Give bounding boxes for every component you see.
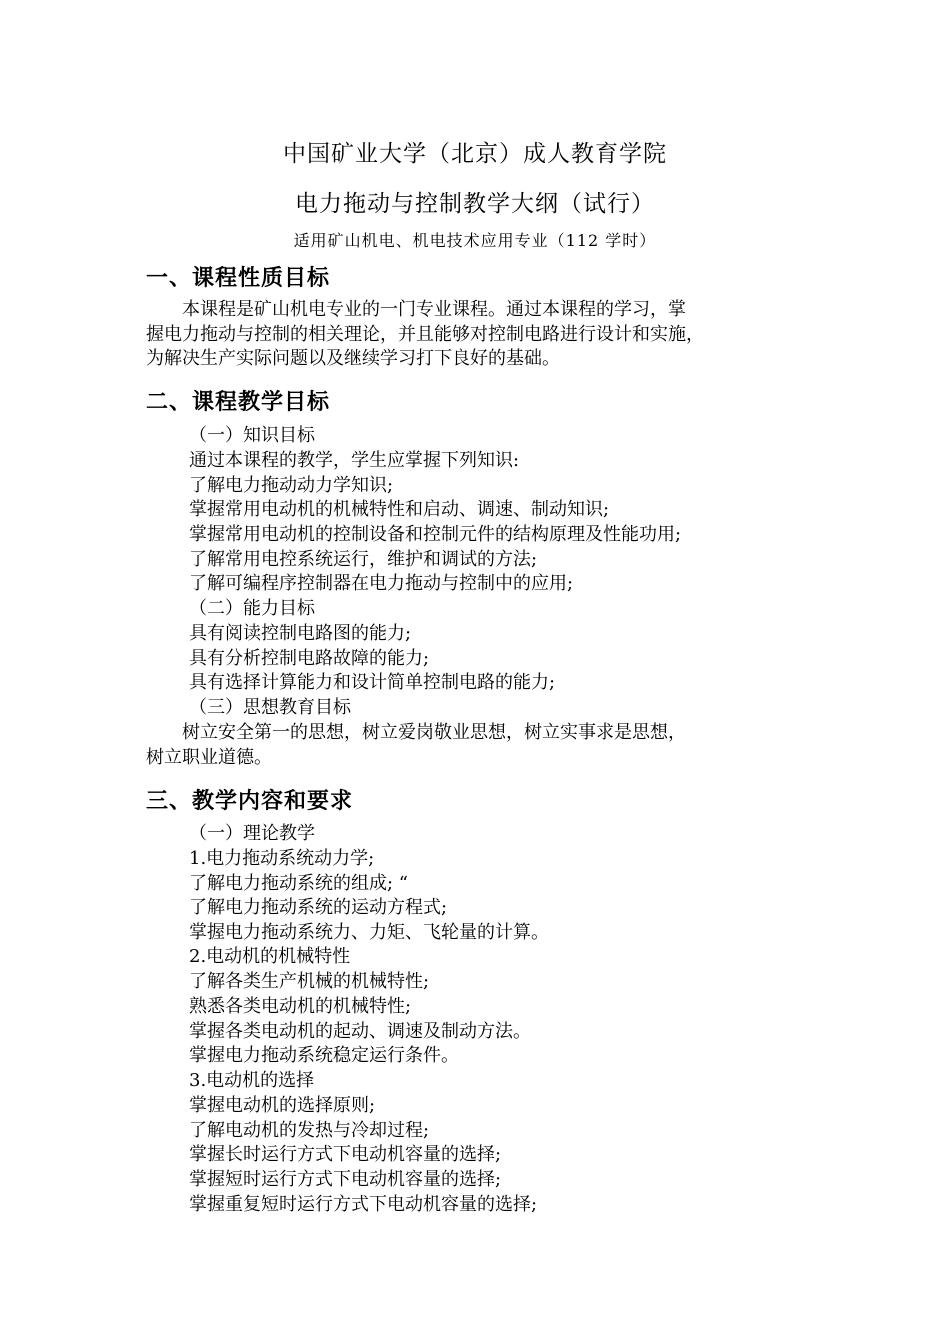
list-item: 了解电力拖动系统的运动方程式; (189, 897, 448, 918)
paragraph-line: 树立安全第一的思想，树立爱岗敬业思想，树立实事求是思想， (146, 722, 686, 743)
list-item: 掌握常用电动机的机械特性和启动、调速、制动知识; (189, 499, 610, 520)
list-item: 了解常用电控系统运行，维护和调试的方法; (189, 549, 538, 570)
applicability-note: 适用矿山机电、机电技术应用专业（112 学时） (293, 231, 657, 250)
list-item: 具有分析控制电路故障的能力; (189, 648, 430, 669)
list-item: 2.电动机的机械特性 (189, 946, 351, 967)
section-heading-teaching-content: 三、教学内容和要求 (146, 789, 354, 814)
list-item: 掌握短时运行方式下电动机容量的选择; (189, 1169, 502, 1190)
section-heading-teaching-goals: 二、课程教学目标 (146, 390, 331, 415)
paragraph-line: 为解决生产实际问题以及继续学习打下良好的基础。 (146, 348, 560, 369)
list-item: 3.电动机的选择 (189, 1070, 315, 1091)
list-item: 掌握常用电动机的控制设备和控制元件的结构原理及性能功用; (189, 524, 682, 545)
list-item: 了解电力拖动动力学知识; (189, 475, 394, 496)
paragraph-line: 树立职业道德。 (146, 746, 272, 768)
subheading-theory-teaching: （一）理论教学 (189, 823, 315, 844)
subheading-ideological-goals: （三）思想教育目标 (189, 697, 351, 718)
list-item: 掌握电力拖动系统力、力矩、飞轮量的计算。 (189, 922, 549, 943)
list-item: 具有阅读控制电路图的能力; (189, 623, 412, 644)
list-item: 通过本课程的教学，学生应掌握下列知识: (189, 450, 520, 471)
document-title: 电力拖动与控制教学大纲（试行） (295, 191, 655, 217)
list-item: 掌握各类电动机的起动、调速及制动方法。 (189, 1021, 531, 1042)
list-item: 1.电力拖动系统动力学; (189, 848, 375, 869)
subheading-ability-goals: （二）能力目标 (189, 598, 315, 619)
list-item: 了解电动机的发热与冷却过程; (189, 1120, 430, 1141)
list-item: 熟悉各类电动机的机械特性; (189, 996, 412, 1017)
institution-title: 中国矿业大学（北京）成人教育学院 (283, 141, 667, 167)
list-item: 掌握电动机的选择原则; (189, 1095, 376, 1116)
list-item: 掌握电力拖动系统稳定运行条件。 (189, 1045, 459, 1066)
section-heading-course-nature: 一、课程性质目标 (146, 266, 331, 291)
subheading-knowledge-goals: （一）知识目标 (189, 425, 315, 446)
list-item: 掌握长时运行方式下电动机容量的选择; (189, 1144, 502, 1165)
list-item: 了解电力拖动系统的组成; “ (189, 873, 408, 894)
paragraph-line: 本课程是矿山机电专业的一门专业课程。通过本课程的学习，掌 (146, 299, 686, 320)
list-item: 了解可编程序控制器在电力拖动与控制中的应用; (189, 573, 574, 594)
list-item: 了解各类生产机械的机械特性; (189, 971, 430, 992)
ideological-goals-paragraph (146, 721, 826, 770)
course-nature-paragraph (146, 298, 826, 372)
list-item: 具有选择计算能力和设计简单控制电路的能力; (189, 672, 556, 693)
paragraph-line: 握电力拖动与控制的相关理论，并且能够对控制电路进行设计和实施， (146, 323, 704, 345)
list-item: 掌握重复短时运行方式下电动机容量的选择; (189, 1194, 538, 1215)
